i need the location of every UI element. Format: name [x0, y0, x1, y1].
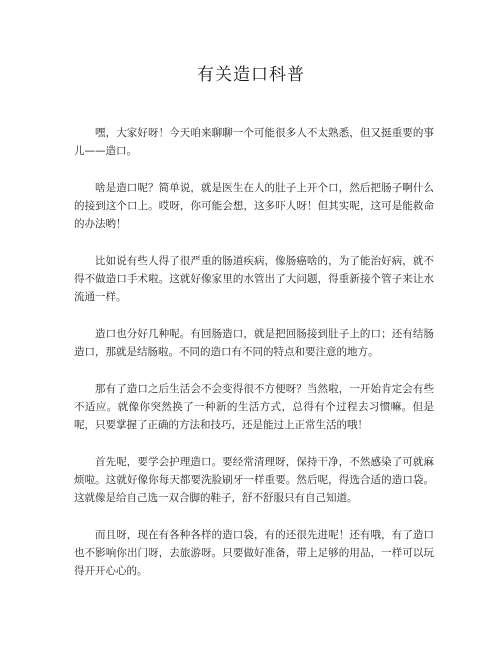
paragraph-definition: 啥是造口呢？简单说，就是医生在人的肚子上开个口，然后把肠子啊什么的接到这个口上。哎呀，你可能会想，这多吓人呀！但其实呢，这可是能救命的办法哟！ — [74, 182, 434, 230]
paragraph-example: 比如说有些人得了很严重的肠道疾病，像肠癌啥的，为了能治好病，就不得不做造口手术啦。这就好像家里的水管出了大问题，得重新接个管子来让水流通一样。 — [74, 255, 434, 303]
paragraph-adaptation: 那有了造口之后生活会不会变得很不方便呀？当然啦，一开始肯定会有些不适应。就像你突然换了一种新的生活方式，总得有个过程去习惯嘛。但是呢，只要掌握了正确的方法和技巧，还是能过上正常生活的哦！ — [74, 383, 434, 431]
paragraph-care: 首先呢，要学会护理造口。要经常清理呀，保持干净，不然感染了可就麻烦啦。这就好像你每天都要洗脸刷牙一样重要。然后呢，得选合适的造口袋。这就像是给自己选一双合脚的鞋子，舒不舒服只有自己知道。 — [74, 456, 434, 504]
paragraph-intro: 嘿，大家好呀！今天咱来聊聊一个可能很多人不太熟悉，但又挺重要的事儿——造口。 — [74, 127, 434, 157]
document-body — [74, 124, 434, 599]
paragraph-travel: 而且呀，现在有各种各样的造口袋，有的还很先进呢！还有哦，有了造口也不影响你出门呀，去旅游呀。只要做好准备，带上足够的用品，一样可以玩得开开心心的。 — [74, 529, 434, 577]
paragraph-types: 造口也分好几种呢。有回肠造口，就是把回肠接到肚子上的口；还有结肠造口，那就是结肠啦。不同的造口有不同的特点和要注意的地方。 — [74, 328, 434, 358]
document-title: 有关造口科普 — [197, 65, 305, 85]
